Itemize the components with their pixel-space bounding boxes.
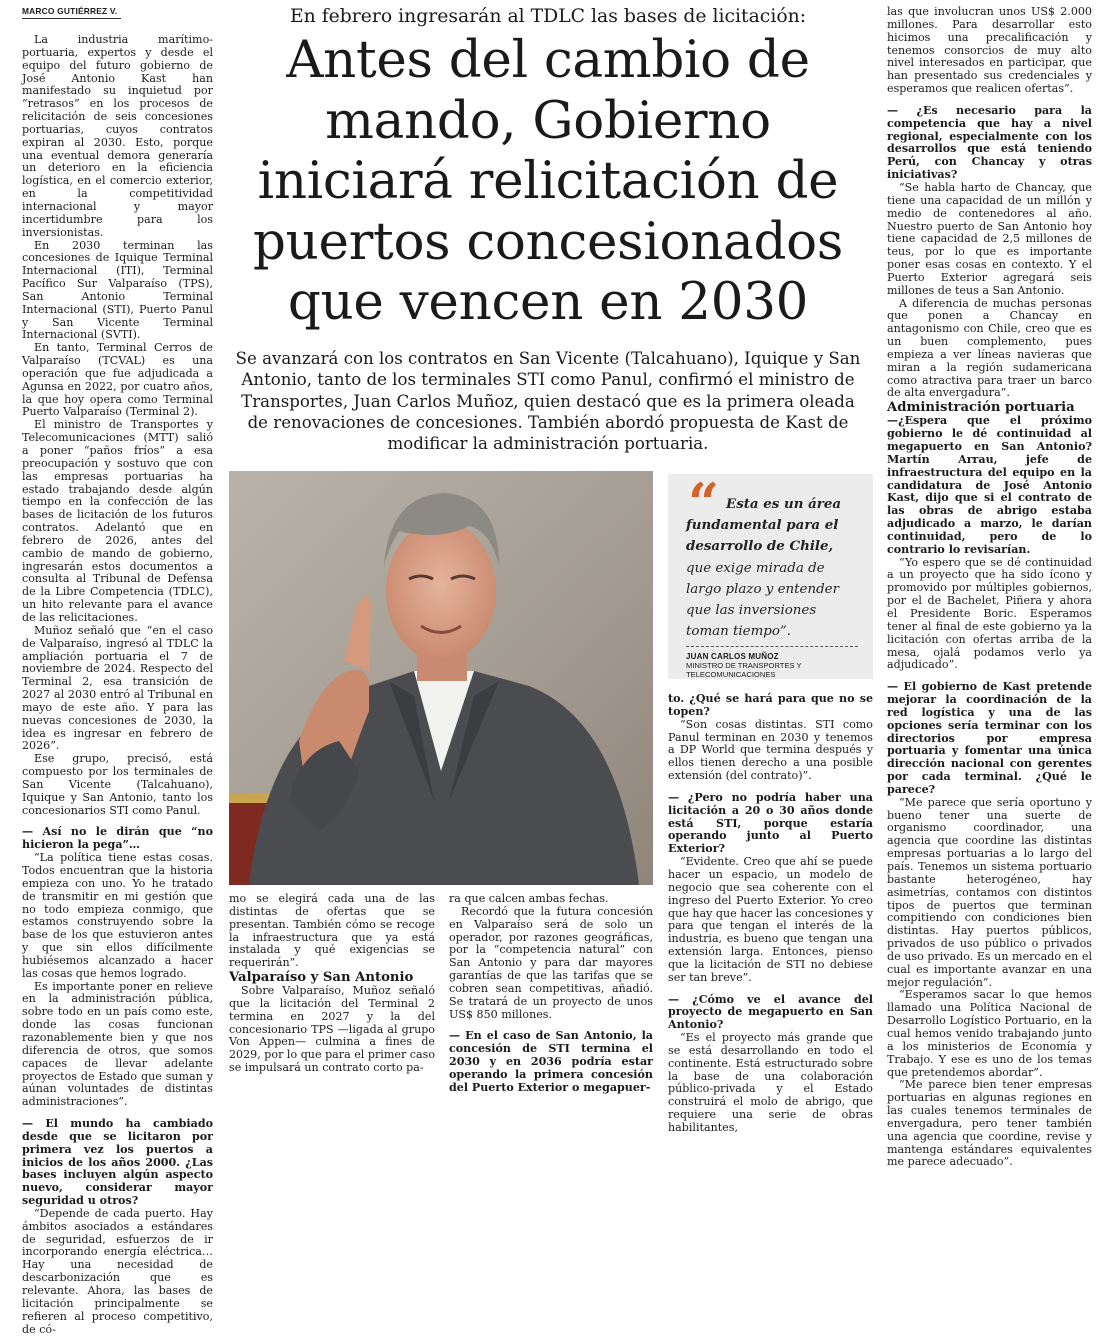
article-paragraph: Recordó que la futura concesión en Valparaíso será de solo un operador, por razones geográficas, por la “competencia natural” con San Antonio y para dar mayores garantías de que las tarifas que se cobren sean competitivas, añadió. Se tratará de un proyecto de unos US$ 850 millones.: [449, 904, 653, 1021]
interview-question: —¿Espera que el próximo gobierno le dé continuidad al megapuerto en San Antonio? Martín Arrau, jefe de infraestructura del equipo en la candidatura de José Antonio Kast, dijo que si el contrato de las obras de abrigo estaba adjudicado a marzo, le darían continuidad, pero de lo contrario lo revisarían.: [887, 414, 1092, 556]
article-paragraph: ra que calcen ambas fechas.: [449, 892, 609, 905]
article-paragraph: “Se habla harto de Chancay, que tiene una capacidad de un millón y medio de contenedores al año. Nuestro puerto de San Antonio hoy tiene capacidad de 2,5 millones de teus, por lo que es importante poner esas cosas en contexto. Y el Puerto Exterior agregará seis millones de teus a San Antonio.: [887, 180, 1092, 297]
article-column-2: [229, 893, 435, 1075]
kicker: En febrero ingresarán al TDLC las bases de licitación:: [289, 6, 807, 27]
pull-quote-author-role: MINISTRO DE TRANSPORTES Y TELECOMUNICACIONES: [686, 661, 802, 680]
section-subhead: Administración portuaria: [887, 400, 1075, 416]
section-subhead: Valparaíso y San Antonio: [229, 970, 414, 986]
article-paragraph: “Evidente. Creo que ahí se puede hacer un espacio, un modelo de negocio que sea coherente con el ingreso del Puerto Exterior. Yo creo que hay que hacer las concesiones y para que tengan el interés de la industria, es bueno que tengan una extensión larga. Entonces, pienso que la licitación de STI no debiese ser tan breve”.: [668, 855, 873, 984]
article-paragraph: En 2030 terminan las concesiones de Iquique Terminal Internacional (ITI), Terminal Pacífico Sur Valparaíso (TPS), San Antonio Terminal Internacional (STI), Puerto Panul y San Vicente Terminal Internacional (SVTI).: [22, 238, 213, 342]
interview-question: — ¿Es necesario para la competencia que hay a nivel regional, especialmente con los desarrollos que está teniendo Perú, con Chancay y otras iniciativas?: [887, 103, 1092, 182]
interview-question: — En el caso de San Antonio, la concesión de STI termina el 2030 y en 2036 podría estar operando la primera concesión del Puerto Exterior o megapuer-: [449, 1029, 653, 1094]
article-paragraph: las que involucran unos US$ 2.000 millones. Para desarrollar esto hicimos una precalificación y tenemos consorcios de muy alto nivel interesados en participar, que han presentado sus credenciales y esperamos que realicen ofertas”.: [887, 5, 1092, 96]
interview-question: — Así no le dirán que “no hicieron la pega”…: [22, 825, 213, 852]
byline: MARCO GUTIÉRREZ V.: [22, 6, 118, 16]
article-column-3: [449, 893, 653, 1095]
article-paragraph: En tanto, Terminal Cerros de Valparaíso (TCVAL) es una operación que fue adjudicada a Agunsa en 2022, por cuatro años, la que hoy opera como Terminal Puerto Valparaíso (Terminal 2).: [22, 341, 213, 419]
article-column-4: [668, 693, 873, 1135]
article-paragraph: “Me parece que sería oportuno y bueno tener una suerte de organismo coordinador, una agencia que coordine las distintas empresas portuarias a lo largo del país. Tenemos un sistema portuario bastante heterogéneo, hay asimetrías, contamos con distintos tipos de puertos que terminan compitiendo con condiciones bien distintas. Hay puertos públicos, privados de uso público o privados de uso privado. Es un mercado en el cual es importante avanzar en una mejor regulación”.: [887, 795, 1092, 989]
article-paragraph: “Yo espero que se dé continuidad a un proyecto que ha sido ícono y promovido por múltiples gobiernos, por el de Bachelet, Piñera y ahora el Presidente Boric. Esperamos tener al final de este gobierno ya la licitación con ofertas arriba de la mesa, ojalá podamos verlo ya adjudicado”.: [887, 555, 1092, 672]
article-paragraph: “Depende de cada puerto. Hay ámbitos asociados a estándares de seguridad, esfuerzos de ir incorporando energía eléctrica… Hay una necesidad de descarbonización que es relevante. Ahora, las bases de licitación principalmente se refieren al proceso competitivo, de có-: [22, 1206, 213, 1336]
deck: Se avanzará con los contratos en San Vicente (Talcahuano), Iquique y San Antonio, tanto de los terminales STI como Panul, confirmó el ministro de Transportes, Juan Carlos Muñoz, quien destacó que es la primera oleada de renovaciones de concesiones. También abordó propuesta de Kast de modificar la administración portuaria.: [235, 349, 861, 454]
article-column-1: [22, 34, 213, 1336]
article-paragraph: Sobre Valparaíso, Muñoz señaló que la licitación del Terminal 2 termina en 2027 y la del concesionario TPS —ligada al grupo Von Appen— culmina a fines de 2029, por lo que para el primer caso se impulsará un contrato corto pa-: [229, 984, 435, 1075]
minister-photo: [229, 471, 653, 885]
article-paragraph: “La política tiene estas cosas. Todos encuentran que la historia empieza con uno. Yo he tratado de transmitir en mi gestión que no todo empieza conmigo, que estamos construyendo sobre la base de los que estuvieron antes y que sin ellos difícilmente hubiésemos alcanzado a hacer las cosas que hemos logrado.: [22, 851, 213, 980]
pull-quote: [668, 471, 873, 680]
pull-quote-divider: [686, 646, 858, 647]
headline: Antes del cambio de mando, Gobierno iniciará relicitación de puertos concesionados que vencen en 2030: [253, 30, 843, 332]
quote-mark-icon: “: [688, 471, 720, 535]
article-paragraph: Ese grupo, precisó, está compuesto por los terminales de San Vicente (Talcahuano), Iquique y San Antonio, tanto los concesionarios STI como Panul.: [22, 752, 213, 817]
article-paragraph: Es importante poner en relieve en la administración pública, sobre todo en un país como este, donde las cosas funcionan razonablemente bien y que nos diferencia de otros, que somos capaces de llevar adelante proyectos de Estado que suman y aúnan voluntades de distintas administraciones”.: [22, 979, 213, 1109]
interview-question: — El gobierno de Kast pretende mejorar la coordinación de la red logística y una de las opciones sería terminar con los directorios por empresa portuaria y fomentar una única dirección nacional con gerentes por cada terminal. ¿Qué le parece?: [887, 680, 1092, 796]
article-paragraph: “Esperamos sacar lo que hemos llamado una Política Nacional de Desarrollo Logístico Portuario, en la cual hemos venido trabajando junto a los ministerios de Economía y Trabajo. Y ese es uno de los temas que pretendemos abordar”.: [887, 988, 1092, 1079]
article-paragraph: “Es el proyecto más grande que se está desarrollando en todo el continente. Está estructurado sobre la base de una colaboración público-privada y el Estado construirá el molo de abrigo, que requiere una serie de obras habilitantes,: [668, 1031, 873, 1134]
interview-question: — El mundo ha cambiado desde que se licitaron por primera vez los puertos a inicios de los años 2000. ¿Las bases incluyen algún aspecto nuevo, considerar mayor seguridad u otros?: [22, 1117, 213, 1208]
article-paragraph: mo se elegirá cada una de las distintas de ofertas que se presentan. También cómo se recoge la infraestructura que ya está instalada y qué exigencias se requerirán”.: [229, 892, 435, 970]
interview-question: — ¿Pero no podría haber una licitación a 20 o 30 años donde está STI, porque estaría operando junto al Puerto Exterior?: [668, 790, 873, 856]
article-column-5: [887, 6, 1092, 1169]
article-paragraph: El ministro de Transportes y Telecomunicaciones (MTT) salió a poner “paños fríos” a esa preocupación y sostuvo que con las empresas portuarias ha estado trabajando desde algún tiempo en la confección de las bases de licitación de los futuros contratos. Adelantó que en febrero de 2026, antes del cambio de mando de gobierno, ingresarán estos documentos a consulta al Tribunal de Defensa de la Libre Competencia (TDLC), un hito relevante para el avance de las relicitaciones.: [22, 418, 213, 624]
article-paragraph: “Son cosas distintas. STI como Panul terminan en 2030 y tenemos a DP World que termina después y ellos tienen derecho a una posible extensión (del contrato)”.: [668, 717, 873, 783]
interview-question: — ¿Cómo ve el avance del proyecto de megapuerto en San Antonio?: [668, 992, 873, 1032]
pull-quote-author: JUAN CARLOS MUÑOZ: [686, 652, 779, 662]
article-paragraph: “Me parece bien tener empresas portuarias en algunas regiones en las cuales tenemos terminales de envergadura, pero tener también una agencia que coordine, revise y mantenga estándares equivalentes me parece adecuado”.: [887, 1078, 1092, 1169]
pull-quote-text: Esta es un área fundamental para el desarrollo de Chile, que exige mirada de largo plazo y entender que las inversiones toman tiempo”.: [686, 496, 842, 640]
article-paragraph: La industria marítimo-portuaria, expertos y desde el equipo del futuro gobierno de José Antonio Kast han manifestado su inquietud por “retrasos” en los procesos de relicitación de seis concesiones portuarias, cuyos contratos expiran al 2030. Esto, porque una eventual demora generaría un deterioro en la eficiencia logística, en el comercio exterior, en la competitividad internacional y mayor incertidumbre para los inversionistas.: [22, 33, 213, 239]
article-paragraph: Muñoz señaló que “en el caso de Valparaíso, ingresó al TDLC la ampliación portuaria el 7 de noviembre de 2024. Respecto del Terminal 2, esa transición de 2027 al 2030 entró al Tribunal en mayo de este año. Y para las nuevas concesiones de 2030, la idea es ingresar en febrero de 2026”.: [22, 623, 213, 753]
article-paragraph: A diferencia de muchas personas que ponen a Chancay en antagonismo con Chile, creo que es un buen complemento, pues empieza a ver líneas navieras que miran a la región sudamericana como atractiva para traer un barco de alta envergadura”.: [887, 296, 1092, 400]
interview-question: to. ¿Qué se hará para que no se topen?: [668, 692, 873, 718]
